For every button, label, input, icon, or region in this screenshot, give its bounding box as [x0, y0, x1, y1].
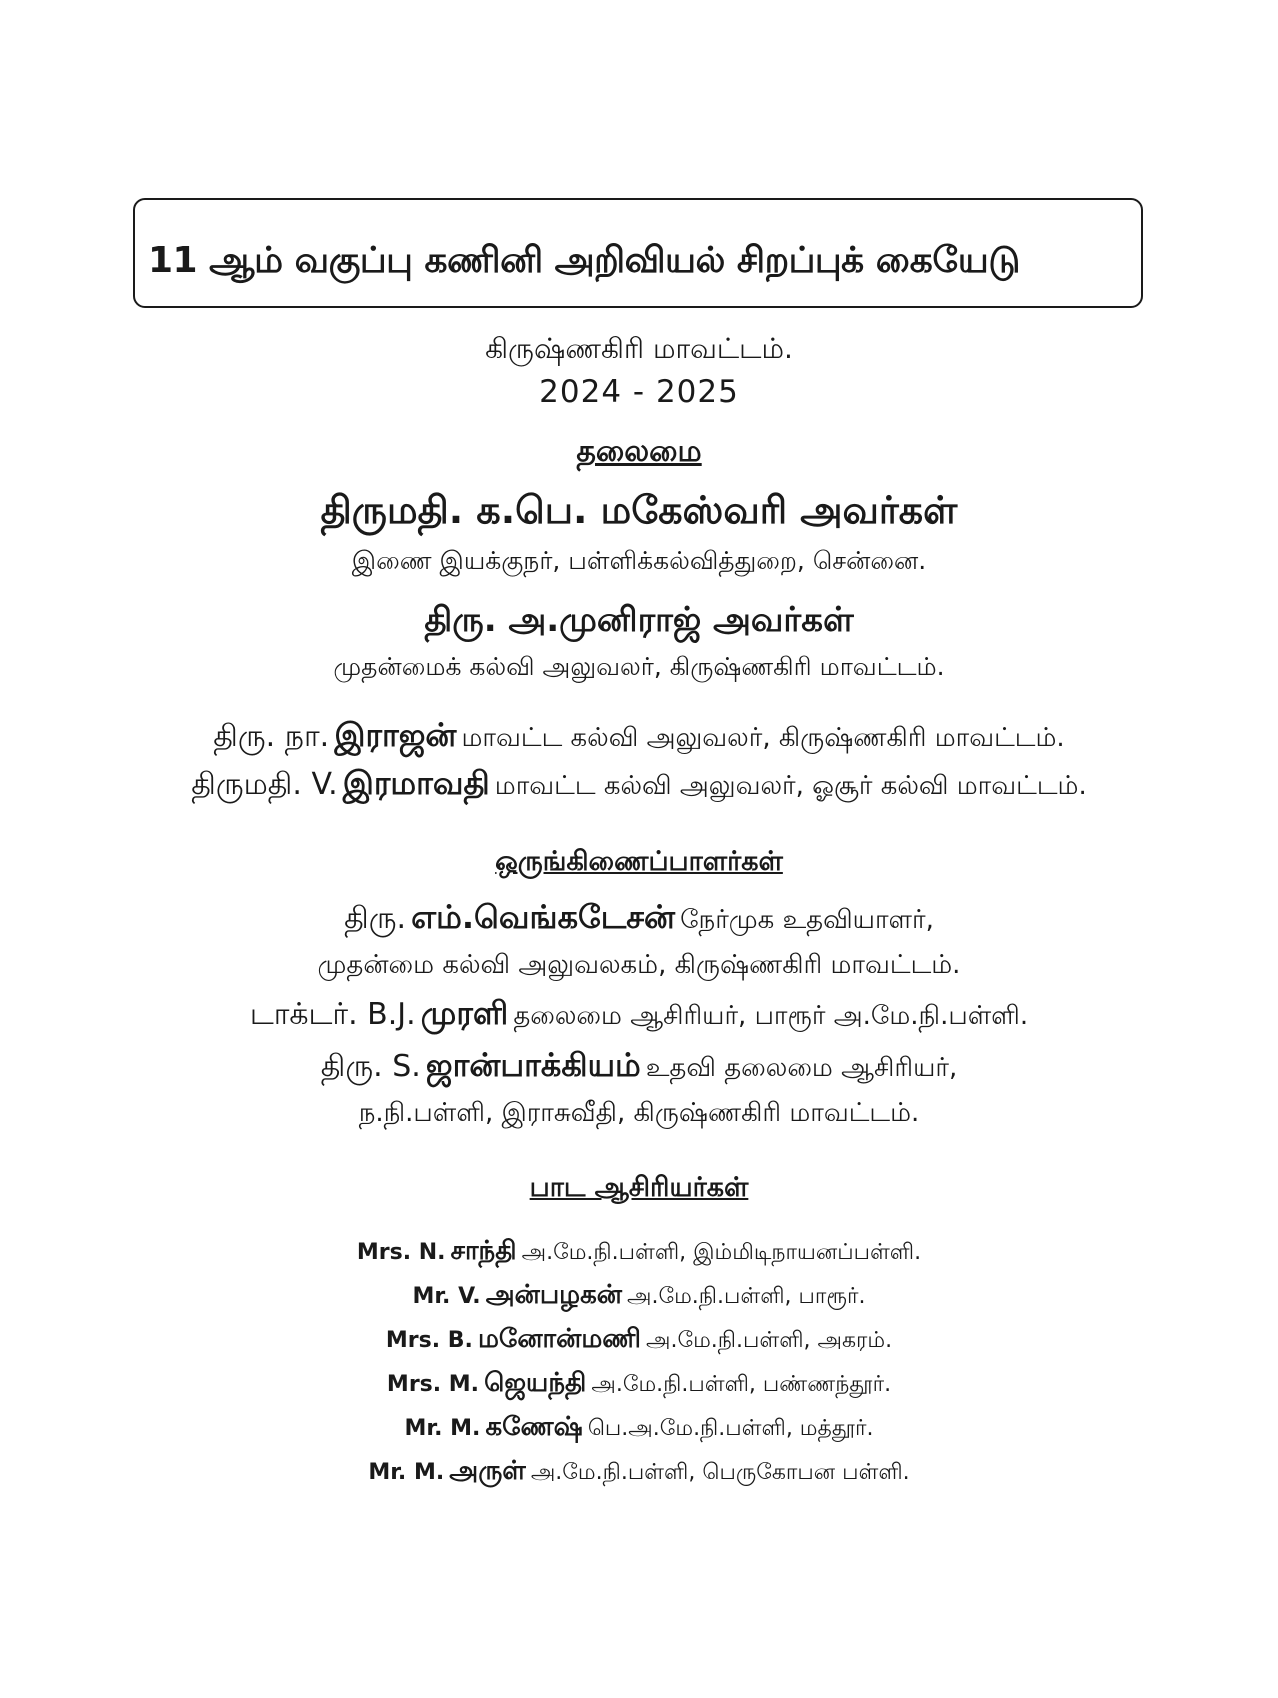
coordinator-1-line: [0, 898, 1278, 940]
teacher-2-name: அன்பழகன்: [485, 1280, 622, 1310]
teacher-5-school: பெ.அ.மே.நி.பள்ளி, மத்தூர்.: [587, 1416, 874, 1441]
coordinator-1-role2: முதன்மை கல்வி அலுவலகம், கிருஷ்ணகிரி மாவட்டம்.: [317, 950, 961, 980]
leader-4-name: இரமாவதி: [342, 764, 490, 802]
teacher-3-school: அ.மே.நி.பள்ளி, அகரம்.: [646, 1328, 893, 1353]
coordinator-1-name: எம்.வெங்கடேசன்: [411, 898, 675, 936]
leader-1-role: இணை இயக்குநர், பள்ளிக்கல்வித்துறை, சென்னை.: [351, 546, 927, 575]
teacher-3-prefix: Mrs. B.: [385, 1328, 473, 1353]
teacher-1-prefix: Mrs. N.: [356, 1240, 446, 1265]
teacher-6-line: [0, 1456, 1278, 1489]
teacher-4-school: அ.மே.நி.பள்ளி, பண்ணந்தூர்.: [591, 1372, 892, 1397]
leadership-heading: தலைமை: [576, 434, 702, 469]
leader-4-line: [0, 764, 1278, 806]
coordinator-3-prefix: திரு. S.: [320, 1049, 421, 1084]
leader-3-prefix: திரு. நா.: [213, 719, 330, 754]
leader-1-name: திருமதி. க.பெ. மகேஸ்வரி அவர்கள்: [320, 488, 958, 532]
coordinator-1-role: நேர்முக உதவியாளர்,: [680, 905, 934, 935]
teacher-6-prefix: Mr. M.: [368, 1460, 445, 1485]
leader-4-role: மாவட்ட கல்வி அலுவலர், ஓசூர் கல்வி மாவட்டம்.: [494, 771, 1087, 801]
leader-3-name: இராஜன்: [334, 716, 457, 754]
leader-3-role: மாவட்ட கல்வி அலுவலர், கிருஷ்ணகிரி மாவட்டம்.: [461, 723, 1065, 753]
teachers-heading: பாட ஆசிரியர்கள்: [529, 1172, 749, 1203]
coordinator-3-name: ஜான்பாக்கியம்: [425, 1046, 641, 1084]
coordinators-heading: ஒருங்கிணைப்பாளர்கள்: [495, 846, 783, 877]
teacher-4-name: ஜெயந்தி: [484, 1368, 587, 1398]
teacher-4-prefix: Mrs. M.: [386, 1372, 480, 1397]
teacher-5-line: [0, 1412, 1278, 1445]
coordinator-1-prefix: திரு.: [344, 901, 407, 936]
academic-year: 2024 - 2025: [539, 374, 739, 410]
teacher-5-prefix: Mr. M.: [404, 1416, 481, 1441]
coordinator-2-role: தலைமை ஆசிரியர், பாரூர் அ.மே.நி.பள்ளி.: [513, 1001, 1029, 1031]
teacher-2-prefix: Mr. V.: [412, 1284, 481, 1309]
teacher-3-line: [0, 1324, 1278, 1357]
teacher-3-name: மனோன்மணி: [477, 1324, 641, 1354]
coordinator-3-role2: ந.நி.பள்ளி, இராசுவீதி, கிருஷ்ணகிரி மாவட்டம்.: [358, 1098, 920, 1128]
leader-2-name: திரு. அ.முனிராஜ் அவர்கள்: [424, 600, 854, 640]
teacher-1-school: அ.மே.நி.பள்ளி, இம்மிடிநாயனப்பள்ளி.: [521, 1240, 922, 1265]
teacher-5-name: கணேஷ்: [485, 1412, 583, 1442]
teacher-6-school: அ.மே.நி.பள்ளி, பெருகோபன பள்ளி.: [530, 1460, 910, 1485]
document-title: 11 ஆம் வகுப்பு கணினி அறிவியல் சிறப்புக் கையேடு: [148, 240, 1020, 281]
leader-2-role: முதன்மைக் கல்வி அலுவலர், கிருஷ்ணகிரி மாவட்டம்.: [333, 652, 945, 681]
teacher-1-line: [0, 1236, 1278, 1269]
coordinator-3-role: உதவி தலைமை ஆசிரியர்,: [645, 1053, 958, 1083]
teacher-6-name: அருள்: [449, 1456, 526, 1486]
coordinator-2-prefix: டாக்டர். B.J.: [249, 997, 416, 1032]
leader-3-line: [0, 716, 1278, 758]
coordinator-3-line: [0, 1046, 1278, 1088]
coordinator-2-line: [0, 994, 1278, 1036]
teacher-4-line: [0, 1368, 1278, 1401]
leader-4-prefix: திருமதி. V.: [191, 767, 338, 802]
teacher-1-name: சாந்தி: [450, 1236, 517, 1266]
teacher-2-school: அ.மே.நி.பள்ளி, பாரூர்.: [627, 1284, 866, 1309]
coordinator-2-name: முரளி: [420, 994, 509, 1032]
teacher-2-line: [0, 1280, 1278, 1313]
district-line: கிருஷ்ணகிரி மாவட்டம்.: [485, 332, 793, 365]
